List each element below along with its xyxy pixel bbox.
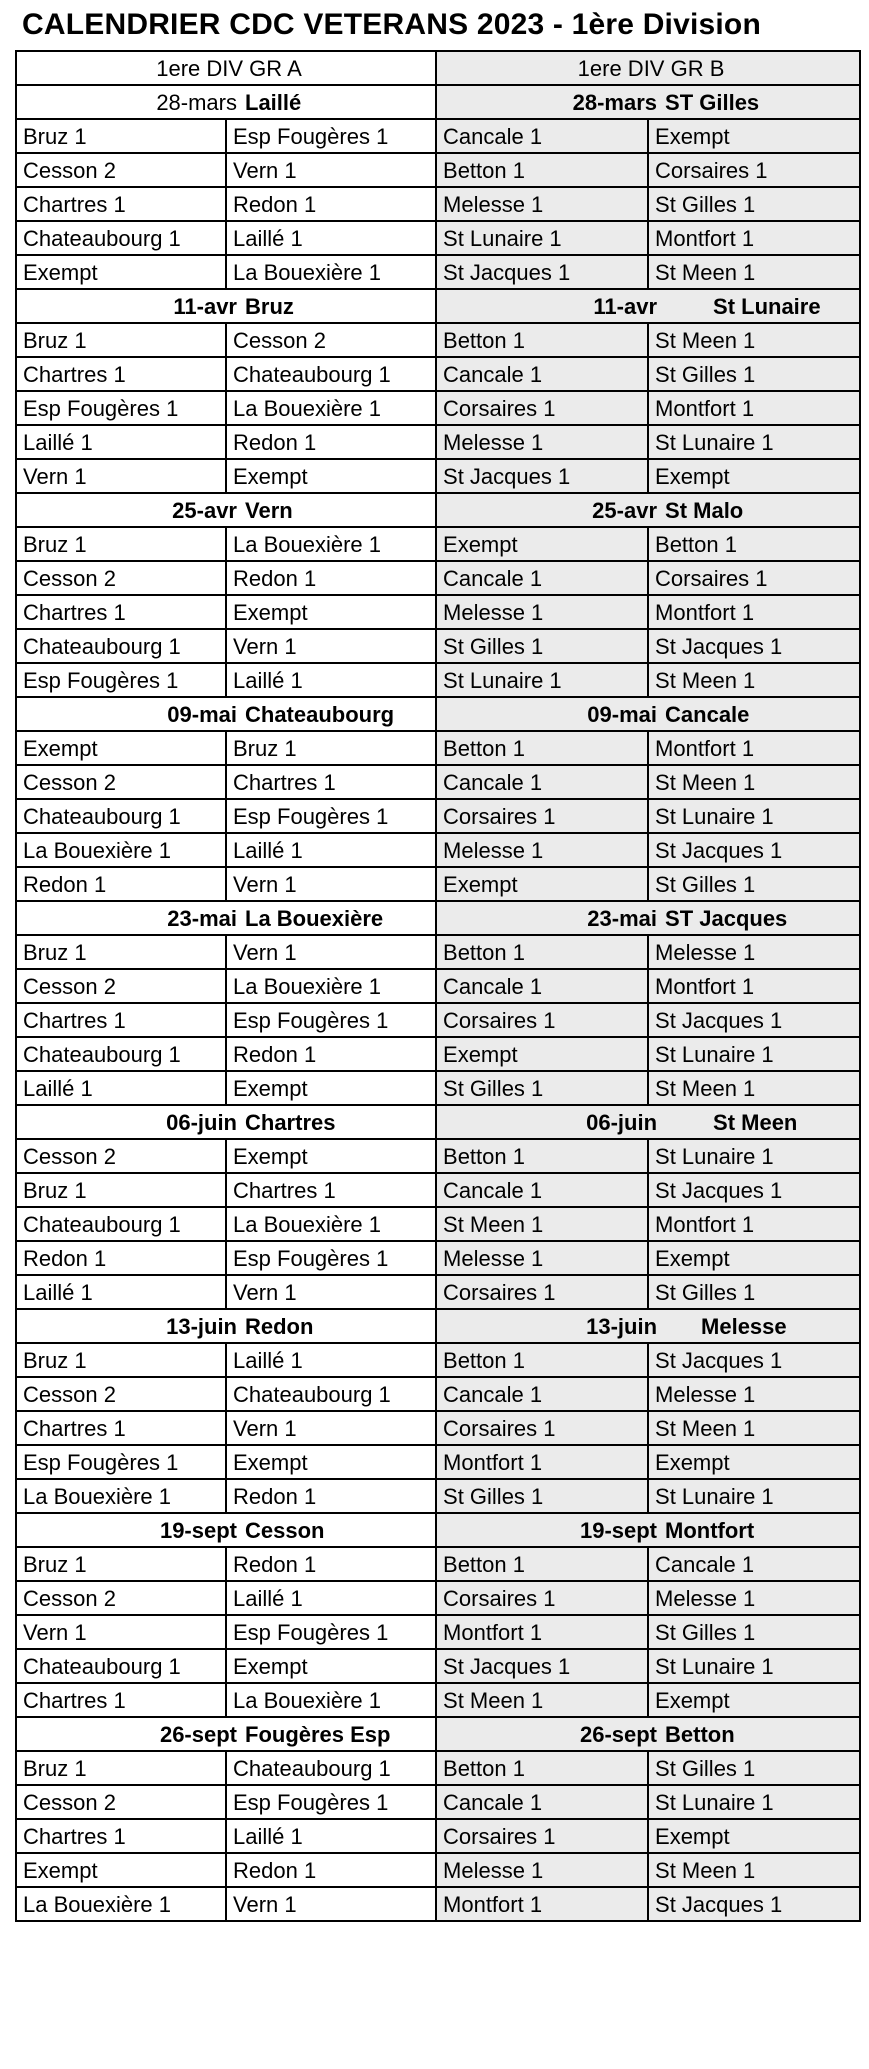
match-row: [16, 1139, 860, 1173]
group-a-home-team: Chartres 1: [16, 1683, 226, 1717]
group-b-home-team: St Meen 1: [436, 1683, 648, 1717]
group-b-home-team: Corsaires 1: [436, 1581, 648, 1615]
group-a-date: 11-avr: [173, 293, 237, 319]
group-header-row: [16, 51, 860, 85]
match-row: [16, 1819, 860, 1853]
group-b-venue: Montfort: [665, 1517, 755, 1543]
group-a-round-header: [16, 1513, 436, 1547]
group-b-away-team: St Gilles 1: [648, 1275, 860, 1309]
group-b-home-team: St Gilles 1: [436, 1071, 648, 1105]
group-b-home-team: Corsaires 1: [436, 391, 648, 425]
group-b-home-team: Exempt: [436, 1037, 648, 1071]
group-a-away-team: Exempt: [226, 595, 436, 629]
group-a-home-team: Cesson 2: [16, 1139, 226, 1173]
group-a-round-header: [16, 697, 436, 731]
group-b-home-team: Corsaires 1: [436, 799, 648, 833]
group-a-home-team: Chateaubourg 1: [16, 629, 226, 663]
group-b-home-team: Melesse 1: [436, 833, 648, 867]
group-a-home-team: Cesson 2: [16, 1377, 226, 1411]
group-a-home-team: Bruz 1: [16, 935, 226, 969]
group-a-away-team: Redon 1: [226, 187, 436, 221]
group-b-date: 06-juin: [586, 1109, 658, 1135]
group-b-home-team: Melesse 1: [436, 425, 648, 459]
group-b-away-team: St Lunaire 1: [648, 1649, 860, 1683]
group-a-home-team: Chateaubourg 1: [16, 221, 226, 255]
match-row: [16, 663, 860, 697]
group-b-home-team: St Jacques 1: [436, 1649, 648, 1683]
match-row: [16, 187, 860, 221]
group-b-home-team: Corsaires 1: [436, 1275, 648, 1309]
match-row: [16, 561, 860, 595]
group-b-away-team: Corsaires 1: [648, 153, 860, 187]
group-a-away-team: Vern 1: [226, 867, 436, 901]
group-a-home-team: Cesson 2: [16, 561, 226, 595]
group-b-home-team: Betton 1: [436, 323, 648, 357]
group-b-away-team: St Lunaire 1: [648, 1037, 860, 1071]
group-b-round-header: [436, 1513, 860, 1547]
group-a-away-team: La Bouexière 1: [226, 1207, 436, 1241]
group-b-home-team: Montfort 1: [436, 1887, 648, 1921]
group-b-venue: ST Jacques: [665, 905, 788, 931]
group-a-away-team: La Bouexière 1: [226, 255, 436, 289]
group-a-date: 09-mai: [167, 701, 237, 727]
group-b-home-team: Betton 1: [436, 731, 648, 765]
group-a-venue: Chateaubourg: [245, 701, 395, 727]
match-row: [16, 1241, 860, 1275]
group-b-away-team: St Gilles 1: [648, 1751, 860, 1785]
group-b-away-team: St Jacques 1: [648, 1343, 860, 1377]
group-a-away-team: Laillé 1: [226, 1581, 436, 1615]
group-b-home-team: Melesse 1: [436, 1241, 648, 1275]
group-a-home-team: Chartres 1: [16, 1003, 226, 1037]
group-a-home-team: Chartres 1: [16, 1819, 226, 1853]
group-b-home-team: Melesse 1: [436, 1853, 648, 1887]
group-b-away-team: St Meen 1: [648, 255, 860, 289]
group-b-away-team: St Lunaire 1: [648, 1479, 860, 1513]
group-b-header: 1ere DIV GR B: [436, 51, 860, 85]
group-b-round-header: [436, 289, 860, 323]
group-b-home-team: Corsaires 1: [436, 1819, 648, 1853]
group-a-away-team: Laillé 1: [226, 663, 436, 697]
group-a-venue: La Bouexière: [245, 905, 384, 931]
group-b-home-team: Betton 1: [436, 935, 648, 969]
group-a-away-team: Esp Fougères 1: [226, 1241, 436, 1275]
group-b-home-team: Exempt: [436, 867, 648, 901]
round-date-row: [16, 493, 860, 527]
group-b-venue: St Lunaire: [713, 293, 821, 319]
group-a-home-team: Laillé 1: [16, 1275, 226, 1309]
group-b-home-team: St Gilles 1: [436, 1479, 648, 1513]
group-a-home-team: Exempt: [16, 731, 226, 765]
group-b-date: 28-mars: [572, 89, 658, 115]
group-b-home-team: Melesse 1: [436, 187, 648, 221]
match-row: [16, 153, 860, 187]
group-a-away-team: La Bouexière 1: [226, 527, 436, 561]
match-row: [16, 323, 860, 357]
group-b-home-team: Cancale 1: [436, 765, 648, 799]
match-row: [16, 1581, 860, 1615]
match-row: [16, 1615, 860, 1649]
group-a-away-team: Exempt: [226, 1649, 436, 1683]
group-a-venue: Cesson: [245, 1517, 325, 1543]
group-a-date: 06-juin: [166, 1109, 237, 1135]
group-a-home-team: Redon 1: [16, 867, 226, 901]
group-a-away-team: Esp Fougères 1: [226, 119, 436, 153]
group-a-away-team: Chartres 1: [226, 1173, 436, 1207]
group-a-venue: Vern: [245, 497, 293, 523]
group-a-away-team: Exempt: [226, 1071, 436, 1105]
group-a-away-team: Vern 1: [226, 153, 436, 187]
group-a-home-team: Vern 1: [16, 459, 226, 493]
group-b-home-team: Melesse 1: [436, 595, 648, 629]
group-a-date: 23-mai: [167, 905, 237, 931]
group-b-away-team: Corsaires 1: [648, 561, 860, 595]
match-row: [16, 1411, 860, 1445]
group-b-home-team: St Jacques 1: [436, 459, 648, 493]
group-a-round-header: [16, 901, 436, 935]
match-row: [16, 765, 860, 799]
group-a-away-team: Exempt: [226, 1139, 436, 1173]
group-a-away-team: Laillé 1: [226, 1343, 436, 1377]
group-b-home-team: Cancale 1: [436, 969, 648, 1003]
match-row: [16, 1853, 860, 1887]
group-b-date: 23-mai: [587, 905, 658, 931]
group-b-home-team: Cancale 1: [436, 119, 648, 153]
round-date-row: [16, 1105, 860, 1139]
group-a-home-team: Vern 1: [16, 1615, 226, 1649]
group-a-date: 19-sept: [159, 1517, 237, 1543]
group-a-home-team: Esp Fougères 1: [16, 1445, 226, 1479]
group-a-home-team: Bruz 1: [16, 1547, 226, 1581]
group-a-away-team: Esp Fougères 1: [226, 1615, 436, 1649]
group-b-home-team: Cancale 1: [436, 561, 648, 595]
group-b-date: 19-sept: [579, 1517, 658, 1543]
group-a-away-team: Chateaubourg 1: [226, 1377, 436, 1411]
match-row: [16, 629, 860, 663]
group-a-away-team: Redon 1: [226, 561, 436, 595]
group-a-home-team: Chateaubourg 1: [16, 1207, 226, 1241]
round-date-row: [16, 289, 860, 323]
group-b-away-team: Montfort 1: [648, 221, 860, 255]
group-b-away-team: Exempt: [648, 459, 860, 493]
group-a-home-team: Cesson 2: [16, 1581, 226, 1615]
round-date-row: [16, 1309, 860, 1343]
group-a-home-team: Bruz 1: [16, 1173, 226, 1207]
group-b-away-team: Exempt: [648, 119, 860, 153]
group-b-home-team: Betton 1: [436, 1343, 648, 1377]
group-a-away-team: Vern 1: [226, 1411, 436, 1445]
group-a-home-team: Exempt: [16, 1853, 226, 1887]
match-row: [16, 459, 860, 493]
group-b-away-team: St Lunaire 1: [648, 1139, 860, 1173]
group-a-away-team: Esp Fougères 1: [226, 799, 436, 833]
group-a-round-header: [16, 493, 436, 527]
group-b-round-header: [436, 493, 860, 527]
group-b-away-team: St Meen 1: [648, 663, 860, 697]
group-a-date: 13-juin: [166, 1313, 237, 1339]
group-b-away-team: Cancale 1: [648, 1547, 860, 1581]
group-a-venue: Chartres: [245, 1109, 336, 1135]
match-row: [16, 1649, 860, 1683]
group-a-home-team: Chateaubourg 1: [16, 1037, 226, 1071]
group-a-away-team: Laillé 1: [226, 833, 436, 867]
round-date-row: [16, 1717, 860, 1751]
group-a-away-team: Redon 1: [226, 1547, 436, 1581]
group-a-home-team: Cesson 2: [16, 969, 226, 1003]
match-row: [16, 935, 860, 969]
match-row: [16, 867, 860, 901]
group-a-away-team: Esp Fougères 1: [226, 1003, 436, 1037]
match-row: [16, 221, 860, 255]
group-b-away-team: St Lunaire 1: [648, 425, 860, 459]
group-b-away-team: Exempt: [648, 1445, 860, 1479]
match-row: [16, 119, 860, 153]
group-a-round-header: [16, 1309, 436, 1343]
group-a-home-team: Cesson 2: [16, 153, 226, 187]
group-a-home-team: Bruz 1: [16, 119, 226, 153]
group-a-home-team: Bruz 1: [16, 1343, 226, 1377]
group-b-home-team: Exempt: [436, 527, 648, 561]
group-b-away-team: Melesse 1: [648, 935, 860, 969]
group-a-home-team: Bruz 1: [16, 1751, 226, 1785]
group-b-venue: Betton: [665, 1721, 735, 1747]
group-a-away-team: La Bouexière 1: [226, 391, 436, 425]
group-b-venue: ST Gilles: [665, 89, 760, 115]
group-b-away-team: St Jacques 1: [648, 1887, 860, 1921]
group-a-away-team: Exempt: [226, 1445, 436, 1479]
match-row: [16, 969, 860, 1003]
group-b-away-team: Montfort 1: [648, 391, 860, 425]
group-a-away-team: Vern 1: [226, 629, 436, 663]
group-b-away-team: St Jacques 1: [648, 833, 860, 867]
group-a-round-header: [16, 1717, 436, 1751]
match-row: [16, 1173, 860, 1207]
match-row: [16, 1003, 860, 1037]
group-b-date: 26-sept: [579, 1721, 658, 1747]
group-a-away-team: Redon 1: [226, 1037, 436, 1071]
group-b-away-team: Montfort 1: [648, 1207, 860, 1241]
group-b-home-team: St Jacques 1: [436, 255, 648, 289]
group-b-away-team: Montfort 1: [648, 969, 860, 1003]
match-row: [16, 1887, 860, 1921]
group-a-away-team: Vern 1: [226, 935, 436, 969]
group-b-round-header: [436, 697, 860, 731]
group-b-away-team: St Lunaire 1: [648, 799, 860, 833]
group-b-date: 13-juin: [586, 1313, 658, 1339]
group-a-away-team: Vern 1: [226, 1887, 436, 1921]
group-a-home-team: Esp Fougères 1: [16, 391, 226, 425]
match-row: [16, 425, 860, 459]
match-row: [16, 1275, 860, 1309]
group-a-home-team: La Bouexière 1: [16, 833, 226, 867]
group-b-round-header: [436, 1105, 860, 1139]
group-b-away-team: Exempt: [648, 1241, 860, 1275]
group-b-venue: Melesse: [701, 1313, 787, 1339]
group-b-away-team: Exempt: [648, 1683, 860, 1717]
group-b-away-team: St Meen 1: [648, 323, 860, 357]
group-b-away-team: Melesse 1: [648, 1377, 860, 1411]
group-b-home-team: Corsaires 1: [436, 1411, 648, 1445]
match-row: [16, 255, 860, 289]
calendar-table: [15, 50, 861, 1922]
group-b-away-team: Montfort 1: [648, 595, 860, 629]
group-b-away-team: St Meen 1: [648, 1853, 860, 1887]
group-a-home-team: Chartres 1: [16, 595, 226, 629]
group-b-date: 25-avr: [592, 497, 658, 523]
match-row: [16, 1547, 860, 1581]
group-b-date: 11-avr: [593, 293, 658, 319]
group-a-round-header: [16, 1105, 436, 1139]
match-row: [16, 731, 860, 765]
group-a-home-team: Cesson 2: [16, 765, 226, 799]
group-a-home-team: Laillé 1: [16, 425, 226, 459]
group-a-away-team: Laillé 1: [226, 1819, 436, 1853]
group-a-venue: Laillé: [245, 89, 302, 115]
group-b-away-team: St Jacques 1: [648, 1003, 860, 1037]
match-row: [16, 1377, 860, 1411]
group-a-away-team: Esp Fougères 1: [226, 1785, 436, 1819]
match-row: [16, 1479, 860, 1513]
group-a-away-team: Chateaubourg 1: [226, 357, 436, 391]
group-b-away-team: St Meen 1: [648, 765, 860, 799]
round-date-row: [16, 85, 860, 119]
match-row: [16, 833, 860, 867]
match-row: [16, 1071, 860, 1105]
group-b-away-team: St Lunaire 1: [648, 1785, 860, 1819]
group-a-away-team: Exempt: [226, 459, 436, 493]
group-a-away-team: Bruz 1: [226, 731, 436, 765]
group-a-away-team: Laillé 1: [226, 221, 436, 255]
group-b-date: 09-mai: [587, 701, 658, 727]
group-b-home-team: Cancale 1: [436, 1785, 648, 1819]
group-a-home-team: Chartres 1: [16, 187, 226, 221]
round-date-row: [16, 1513, 860, 1547]
group-b-round-header: [436, 1309, 860, 1343]
group-a-home-team: Chartres 1: [16, 1411, 226, 1445]
group-a-date: 26-sept: [159, 1721, 237, 1747]
page-title: CALENDRIER CDC VETERANS 2023 - 1ère Division: [22, 8, 761, 41]
group-a-away-team: Vern 1: [226, 1275, 436, 1309]
group-b-home-team: Betton 1: [436, 153, 648, 187]
round-date-row: [16, 697, 860, 731]
group-a-home-team: Chateaubourg 1: [16, 799, 226, 833]
group-a-home-team: Chartres 1: [16, 357, 226, 391]
group-b-home-team: St Lunaire 1: [436, 221, 648, 255]
group-a-home-team: La Bouexière 1: [16, 1887, 226, 1921]
group-a-home-team: Chateaubourg 1: [16, 1649, 226, 1683]
group-a-home-team: Cesson 2: [16, 1785, 226, 1819]
group-a-round-header: [16, 289, 436, 323]
group-b-home-team: St Gilles 1: [436, 629, 648, 663]
group-b-away-team: St Meen 1: [648, 1071, 860, 1105]
group-b-away-team: Melesse 1: [648, 1581, 860, 1615]
group-a-home-team: Redon 1: [16, 1241, 226, 1275]
group-a-round-header: [16, 85, 436, 119]
match-row: [16, 1343, 860, 1377]
group-a-venue: Bruz: [245, 293, 294, 319]
match-row: [16, 595, 860, 629]
group-a-away-team: La Bouexière 1: [226, 1683, 436, 1717]
match-row: [16, 1683, 860, 1717]
group-b-away-team: Montfort 1: [648, 731, 860, 765]
group-b-round-header: [436, 85, 860, 119]
group-a-away-team: Redon 1: [226, 425, 436, 459]
group-b-away-team: St Gilles 1: [648, 867, 860, 901]
group-a-date: 28-mars: [156, 89, 237, 115]
group-b-home-team: Cancale 1: [436, 1173, 648, 1207]
group-b-away-team: St Gilles 1: [648, 187, 860, 221]
group-b-away-team: St Gilles 1: [648, 1615, 860, 1649]
group-b-away-team: St Jacques 1: [648, 629, 860, 663]
group-a-header: 1ere DIV GR A: [16, 51, 436, 85]
group-a-venue: Fougères Esp: [245, 1721, 391, 1747]
group-a-away-team: Redon 1: [226, 1479, 436, 1513]
group-b-away-team: St Meen 1: [648, 1411, 860, 1445]
group-b-away-team: St Gilles 1: [648, 357, 860, 391]
group-b-home-team: Betton 1: [436, 1139, 648, 1173]
group-a-home-team: Bruz 1: [16, 323, 226, 357]
group-b-away-team: St Jacques 1: [648, 1173, 860, 1207]
group-a-home-team: La Bouexière 1: [16, 1479, 226, 1513]
match-row: [16, 527, 860, 561]
group-b-home-team: Cancale 1: [436, 357, 648, 391]
match-row: [16, 1207, 860, 1241]
match-row: [16, 1785, 860, 1819]
group-a-home-team: Esp Fougères 1: [16, 663, 226, 697]
group-b-home-team: Betton 1: [436, 1547, 648, 1581]
group-b-home-team: Corsaires 1: [436, 1003, 648, 1037]
group-b-round-header: [436, 901, 860, 935]
group-a-home-team: Laillé 1: [16, 1071, 226, 1105]
group-b-away-team: Betton 1: [648, 527, 860, 561]
round-date-row: [16, 901, 860, 935]
group-a-away-team: Redon 1: [226, 1853, 436, 1887]
match-row: [16, 391, 860, 425]
group-b-venue: Cancale: [665, 701, 750, 727]
group-a-away-team: La Bouexière 1: [226, 969, 436, 1003]
group-b-home-team: Montfort 1: [436, 1445, 648, 1479]
group-a-home-team: Exempt: [16, 255, 226, 289]
match-row: [16, 357, 860, 391]
group-b-home-team: Cancale 1: [436, 1377, 648, 1411]
group-a-away-team: Cesson 2: [226, 323, 436, 357]
group-b-round-header: [436, 1717, 860, 1751]
match-row: [16, 1751, 860, 1785]
group-a-away-team: Chartres 1: [226, 765, 436, 799]
match-row: [16, 1445, 860, 1479]
match-row: [16, 799, 860, 833]
group-a-away-team: Chateaubourg 1: [226, 1751, 436, 1785]
group-b-home-team: St Lunaire 1: [436, 663, 648, 697]
group-b-home-team: Montfort 1: [436, 1615, 648, 1649]
group-b-venue: St Meen: [713, 1109, 798, 1135]
group-a-home-team: Bruz 1: [16, 527, 226, 561]
group-b-home-team: Betton 1: [436, 1751, 648, 1785]
group-b-away-team: Exempt: [648, 1819, 860, 1853]
match-row: [16, 1037, 860, 1071]
group-a-date: 25-avr: [172, 497, 237, 523]
group-b-home-team: St Meen 1: [436, 1207, 648, 1241]
group-b-venue: St Malo: [665, 497, 744, 523]
group-a-venue: Redon: [245, 1313, 314, 1339]
